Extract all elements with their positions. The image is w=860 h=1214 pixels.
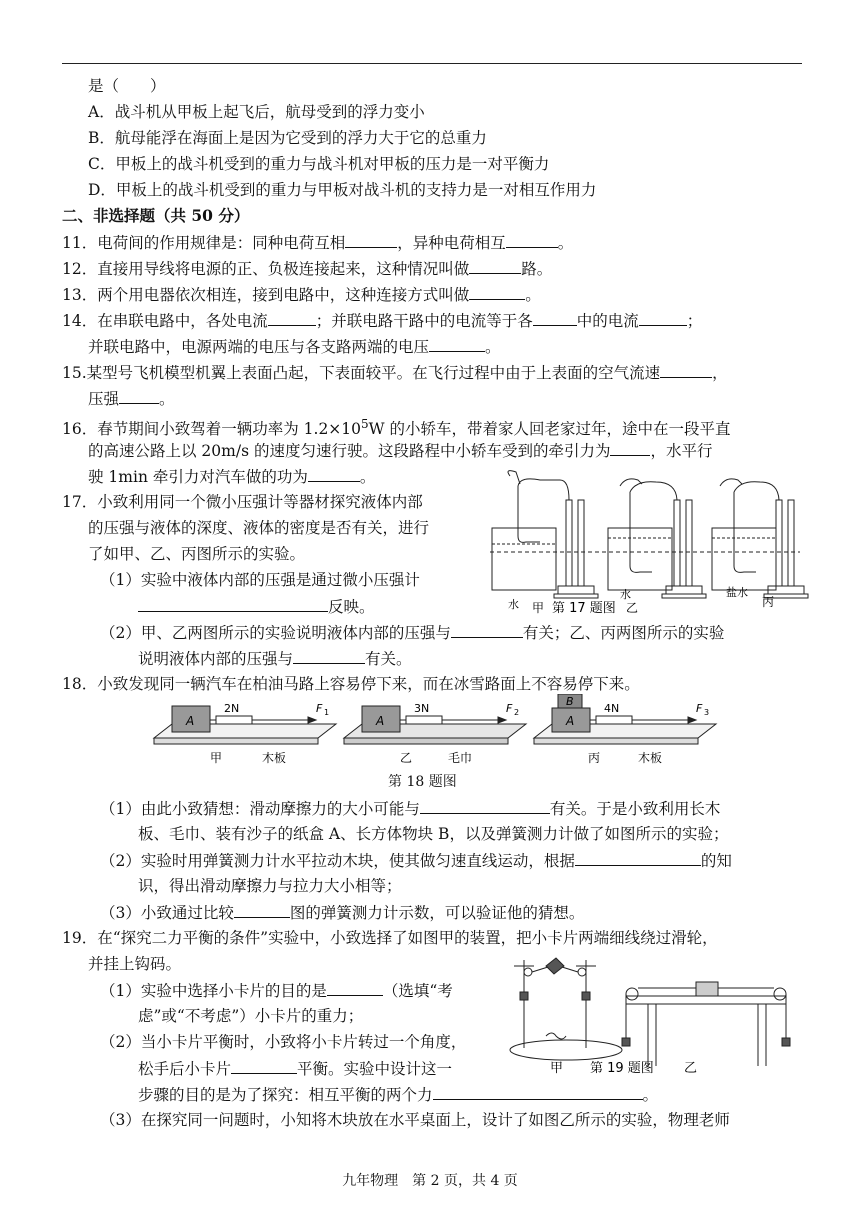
svg-text:毛巾: 毛巾 xyxy=(448,751,473,765)
reading-3: 4N xyxy=(604,702,620,715)
svg-text:A: A xyxy=(566,714,575,728)
q17-p1-end: 反映。 xyxy=(138,596,375,617)
answer-blank[interactable] xyxy=(575,850,701,866)
page-footer: 九年物理 第 2 页，共 4 页 xyxy=(342,1173,518,1189)
fig19-caption: 第 19 题图 xyxy=(590,1061,654,1076)
svg-text:2: 2 xyxy=(514,708,520,717)
wood-block xyxy=(696,982,718,996)
q15-line1: 15.某型号飞机模型机翼上表面凸起，下表面较平。在飞行过程中由于上表面的空气流速 ， xyxy=(62,364,728,382)
q10-option-b: B．航母能浮在海面上是因为它受到的浮力大于它的总重力 xyxy=(88,129,487,147)
svg-text:F: F xyxy=(506,702,513,715)
svg-text:3: 3 xyxy=(704,708,710,717)
answer-blank[interactable] xyxy=(533,310,577,326)
fig17-caption: 第 17 题图 xyxy=(552,601,616,616)
answer-blank[interactable] xyxy=(119,388,159,404)
spring-scale xyxy=(596,716,632,724)
reading-1: 2N xyxy=(224,702,240,715)
answer-blank[interactable] xyxy=(506,232,558,248)
q17-line1: 17．小致利用同一个微小压强计等器材探究液体内部 xyxy=(62,493,423,511)
q19-p2: （2）当小卡片平衡时，小致将小卡片转过一个角度， xyxy=(100,1033,467,1051)
q19-figure xyxy=(506,952,806,1082)
small-card xyxy=(546,958,564,974)
q18-stem: 18．小致发现同一辆汽车在柏油马路上容易停下来，而在冰雪路面上不容易停下来。 xyxy=(62,675,640,693)
answer-blank[interactable] xyxy=(293,648,365,664)
svg-text:甲: 甲 xyxy=(210,751,223,765)
svg-text:木板: 木板 xyxy=(262,751,287,765)
q19-p2-cont2: 步骤的目的是为了探究：相互平衡的两个力 。 xyxy=(138,1086,659,1104)
answer-blank[interactable] xyxy=(138,596,328,612)
q10-option-d: D．甲板上的战斗机受到的重力与甲板对战斗机的支持力是一对相互作用力 xyxy=(88,181,597,199)
svg-text:A: A xyxy=(186,714,195,728)
q15-line2: 压强 。 xyxy=(88,390,175,408)
svg-text:木板: 木板 xyxy=(638,751,663,765)
hand-icon xyxy=(620,479,642,486)
svg-text:F: F xyxy=(316,702,323,715)
svg-text:F: F xyxy=(696,702,703,715)
q12: 12．直接用导线将电源的正、负极连接起来，这种情况叫做 路。 xyxy=(62,260,553,278)
q16-line2: 的高速公路上以 20m/s 的速度匀速行驶。这段路程中小轿车受到的牵引力为 ，水平行 xyxy=(88,442,713,460)
q18-p2-cont: 识，得出滑动摩擦力与拉力大小相等； xyxy=(138,877,402,895)
answer-blank[interactable] xyxy=(308,466,360,482)
q18-p1-cont: 板、毛巾、装有沙子的纸盒 A、长方体物块 B，以及弹簧测力计做了如图所示的实验； xyxy=(138,825,729,843)
answer-blank[interactable] xyxy=(610,440,650,456)
svg-text:乙: 乙 xyxy=(400,751,413,765)
label-jia: 甲 xyxy=(532,601,545,615)
q19-line1: 19．在“探究二力平衡的条件”实验中，小致选择了如图甲的装置，把小卡片两端细线绕过滑轮， xyxy=(62,929,718,947)
q11: 11．电荷间的作用规律是：同种电荷互相 ，异种电荷相互 。 xyxy=(62,234,574,252)
answer-blank[interactable] xyxy=(345,232,397,248)
q16-line3: 驶 1min 牵引力对汽车做的功为 。 xyxy=(88,468,376,486)
beaker-bing xyxy=(712,528,776,590)
svg-text:B: B xyxy=(566,695,574,708)
answer-blank[interactable] xyxy=(429,336,485,352)
q17-p2-cont: 说明液体内部的压强与 有关。 xyxy=(138,650,412,668)
spring-scale xyxy=(406,716,442,724)
q16-line1: 16．春节期间小致驾着一辆功率为 $1.2\times 10^5W$ 的小轿车，带着家人回老家过年，途中在一段平直 xyxy=(62,417,731,439)
q18-p3: （3）小致通过比较 图的弹簧测力计示数，可以验证他的猜想。 xyxy=(100,904,585,922)
beaker-yi xyxy=(608,528,672,590)
q19-line2: 并挂上钩码。 xyxy=(88,955,182,973)
label-bing: 丙 xyxy=(762,595,775,609)
q17-p1: （1）实验中液体内部的压强是通过微小压强计 xyxy=(100,571,420,589)
q10-stem-end: 是（ ） xyxy=(88,77,166,95)
answer-blank[interactable] xyxy=(231,1058,297,1074)
q14-line2: 并联电路中，电源两端的电压与各支路两端的电压 。 xyxy=(88,338,501,356)
label-yi: 乙 xyxy=(684,1061,698,1076)
label-salt: 盐水 xyxy=(726,586,748,599)
answer-blank[interactable] xyxy=(420,798,550,814)
answer-blank[interactable] xyxy=(469,258,521,274)
q17-line3: 了如甲、乙、丙图所示的实验。 xyxy=(88,545,306,563)
q10-option-c: C．甲板上的战斗机受到的重力与战斗机对甲板的压力是一对平衡力 xyxy=(88,155,550,173)
answer-blank[interactable] xyxy=(451,622,523,638)
label-yi: 乙 xyxy=(626,601,639,615)
answer-blank[interactable] xyxy=(433,1084,643,1100)
q13: 13．两个用电器依次相连，接到电路中，这种连接方式叫做 。 xyxy=(62,286,541,304)
answer-blank[interactable] xyxy=(234,902,290,918)
fig18-caption: 第 18 题图 xyxy=(388,774,457,790)
hand-icon xyxy=(508,471,520,484)
label-jia: 甲 xyxy=(550,1061,564,1076)
hand-icon xyxy=(720,479,742,486)
q18-p1: （1）由此小致猜想：滑动摩擦力的大小可能与 有关。于是小致利用长木 xyxy=(100,800,721,818)
answer-blank[interactable] xyxy=(639,310,687,326)
svg-text:丙: 丙 xyxy=(588,751,601,765)
q14-line1: 14．在串联电路中，各处电流 ；并联电路干路中的电流等于各 中的电流 ； xyxy=(62,312,703,330)
answer-blank[interactable] xyxy=(469,284,525,300)
q19-p1: （1）实验中选择小卡片的目的是 （选填“考 xyxy=(100,982,453,1000)
answer-blank[interactable] xyxy=(327,980,383,996)
svg-text:A: A xyxy=(376,714,385,728)
answer-blank[interactable] xyxy=(660,362,712,378)
section-title: 二、非选择题（共 50 分） xyxy=(62,206,250,225)
q18-figure xyxy=(148,694,718,774)
q17-figure xyxy=(480,466,810,616)
reading-2: 3N xyxy=(414,702,430,715)
q17-line2: 的压强与液体的深度、液体的密度是否有关，进行 xyxy=(88,519,430,537)
q19-p2-cont: 松手后小卡片 平衡。实验中设计这一 xyxy=(138,1060,453,1078)
spring-scale xyxy=(216,716,252,724)
header-rule xyxy=(62,63,802,64)
beaker-jia xyxy=(492,528,556,590)
q19-p3: （3）在探究同一问题时，小知将木块放在水平桌面上，设计了如图乙所示的实验，物理老师 xyxy=(100,1111,730,1129)
q18-p2: （2）实验时用弹簧测力计水平拉动木块，使其做匀速直线运动，根据 的知 xyxy=(100,852,732,870)
q19-p1-cont: 虑”或“不考虑”）小卡片的重力； xyxy=(138,1007,364,1025)
svg-text:1: 1 xyxy=(324,708,330,717)
q10-option-a: A．战斗机从甲板上起飞后，航母受到的浮力变小 xyxy=(88,103,425,121)
label-water2: 水 xyxy=(620,588,631,601)
answer-blank[interactable] xyxy=(268,310,316,326)
label-water1: 水 xyxy=(508,598,519,611)
q17-p2: （2）甲、乙两图所示的实验说明液体内部的压强与 有关；乙、丙两图所示的实验 xyxy=(100,624,725,642)
